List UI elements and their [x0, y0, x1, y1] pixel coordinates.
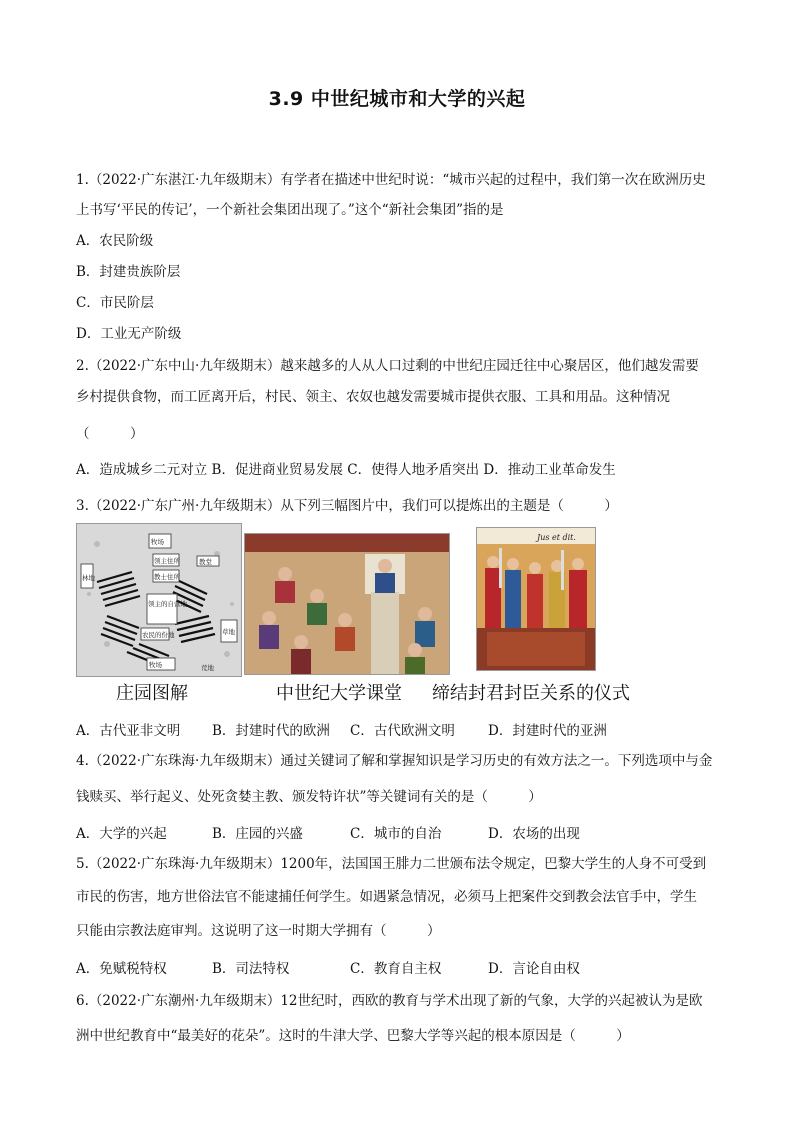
map-label-lord-house: 领主住所	[154, 557, 180, 565]
q2-stem-line1: 2.（2022·广东中山·九年级期末）越来越多的人从人口过剩的中世纪庄园迁往中心聚居区，他们越发需要	[76, 358, 699, 374]
caption-university: 中世纪大学课堂	[276, 683, 402, 704]
q1-stem-line2: 上书写‘平民的传记’，一个新社会集团出现了。”这个“新社会集团”指的是	[76, 202, 504, 218]
q1-option-c: C．市民阶层	[76, 295, 154, 311]
q1-option-b: B．封建贵族阶层	[76, 264, 181, 280]
page-title: 3.9 中世纪城市和大学的兴起	[268, 88, 526, 110]
q4-stem-line2: 钱赎买、举行起义、处死贪婪主教、颁发特许状”等关键词有关的是（ ）	[76, 789, 542, 805]
map-label-meadow: 草地	[222, 628, 235, 636]
map-label-pasture-bottom: 牧场	[149, 661, 162, 669]
map-label-priest-house: 教士住所	[154, 573, 180, 581]
manor-diagram-illustration	[77, 524, 241, 676]
q1-option-d: D．工业无产阶级	[76, 326, 182, 342]
q3-options	[76, 719, 607, 739]
q2-stem-line2: 乡村提供食物，而工匠离开后，村民、领主、农奴也越发需要城市提供衣服、工具和用品。这种情况	[76, 389, 670, 405]
q4-option-b: B．庄园的兴盛	[212, 826, 303, 842]
map-label-pasture-top: 牧场	[151, 538, 164, 546]
q3-option-c: C．古代欧洲文明	[350, 723, 455, 739]
q5-stem-line3: 只能由宗教法庭审判。这说明了这一时期大学拥有（ ）	[76, 923, 441, 939]
q5-stem-line2: 市民的伤害，地方世俗法官不能逮捕任何学生。如遇紧急情况，必须马上把案件交到教会法官手中，学生	[76, 889, 697, 905]
vassal-ceremony-illustration	[477, 528, 595, 670]
q4-stem-line1: 4.（2022·广东珠海·九年级期末）通过关键词了解和掌握知识是学习历史的有效方法之一。下列选项中与金	[76, 753, 713, 769]
map-label-church: 教堂	[199, 558, 212, 566]
q1-stem-line1: 1.（2022·广东湛江·九年级期末）有学者在描述中世纪时说：“城市兴起的过程中，我们第一次在欧洲历史	[76, 172, 706, 188]
q2-stem-line3: （ ）	[76, 426, 144, 442]
q3-option-b: B．封建时代的欧洲	[212, 723, 330, 739]
q5-option-d: D．言论自由权	[488, 961, 580, 977]
q4-option-d: D．农场的出现	[488, 826, 580, 842]
q4-options	[76, 822, 580, 842]
manor-diagram-figure	[76, 523, 242, 677]
q5-stem-line1: 5.（2022·广东珠海·九年级期末）1200年，法国国王腓力二世颁布法令规定，巴黎大学生的人身不可受到	[76, 856, 707, 872]
q1-option-a: A．农民阶级	[76, 233, 154, 249]
q4-option-a: A．大学的兴起	[76, 826, 167, 842]
vassal-ceremony-figure	[476, 527, 596, 671]
caption-manor: 庄园图解	[116, 683, 188, 704]
q5-option-b: B．司法特权	[212, 961, 290, 977]
caption-ceremony: 缔结封君封臣关系的仪式	[432, 683, 630, 704]
q3-option-a: A．古代亚非文明	[76, 723, 181, 739]
q3-option-d: D．封建时代的亚洲	[488, 723, 607, 739]
map-label-peasant-land: 农民的份地	[142, 631, 175, 639]
map-label-wasteland: 荒地	[201, 664, 214, 672]
ceremony-banner-text: Jus et dit.	[537, 533, 576, 542]
q3-stem-line1: 3.（2022·广东广州·九年级期末）从下列三幅图片中，我们可以提炼出的主题是（ ）	[76, 498, 618, 514]
q4-option-c: C．城市的自治	[350, 826, 442, 842]
q2-options: A．造成城乡二元对立 B．促进商业贸易发展 C．使得人地矛盾突出 D．推动工业革命发生	[76, 462, 616, 478]
q5-option-a: A．免赋税特权	[76, 961, 167, 977]
university-classroom-illustration	[245, 534, 449, 674]
q6-stem-line2: 洲中世纪教育中“最美好的花朵”。这时的牛津大学、巴黎大学等兴起的根本原因是（ ）	[76, 1028, 630, 1044]
university-classroom-figure	[244, 533, 450, 675]
map-label-woodland: 林地	[82, 574, 95, 582]
q5-option-c: C．教育自主权	[350, 961, 442, 977]
q3-figures	[76, 523, 716, 708]
map-label-demesne: 领主的自营地	[148, 600, 187, 608]
q5-options	[76, 957, 580, 977]
q6-stem-line1: 6.（2022·广东潮州·九年级期末）12世纪时，西欧的教育与学术出现了新的气象，大学的兴起被认为是欧	[76, 993, 703, 1009]
